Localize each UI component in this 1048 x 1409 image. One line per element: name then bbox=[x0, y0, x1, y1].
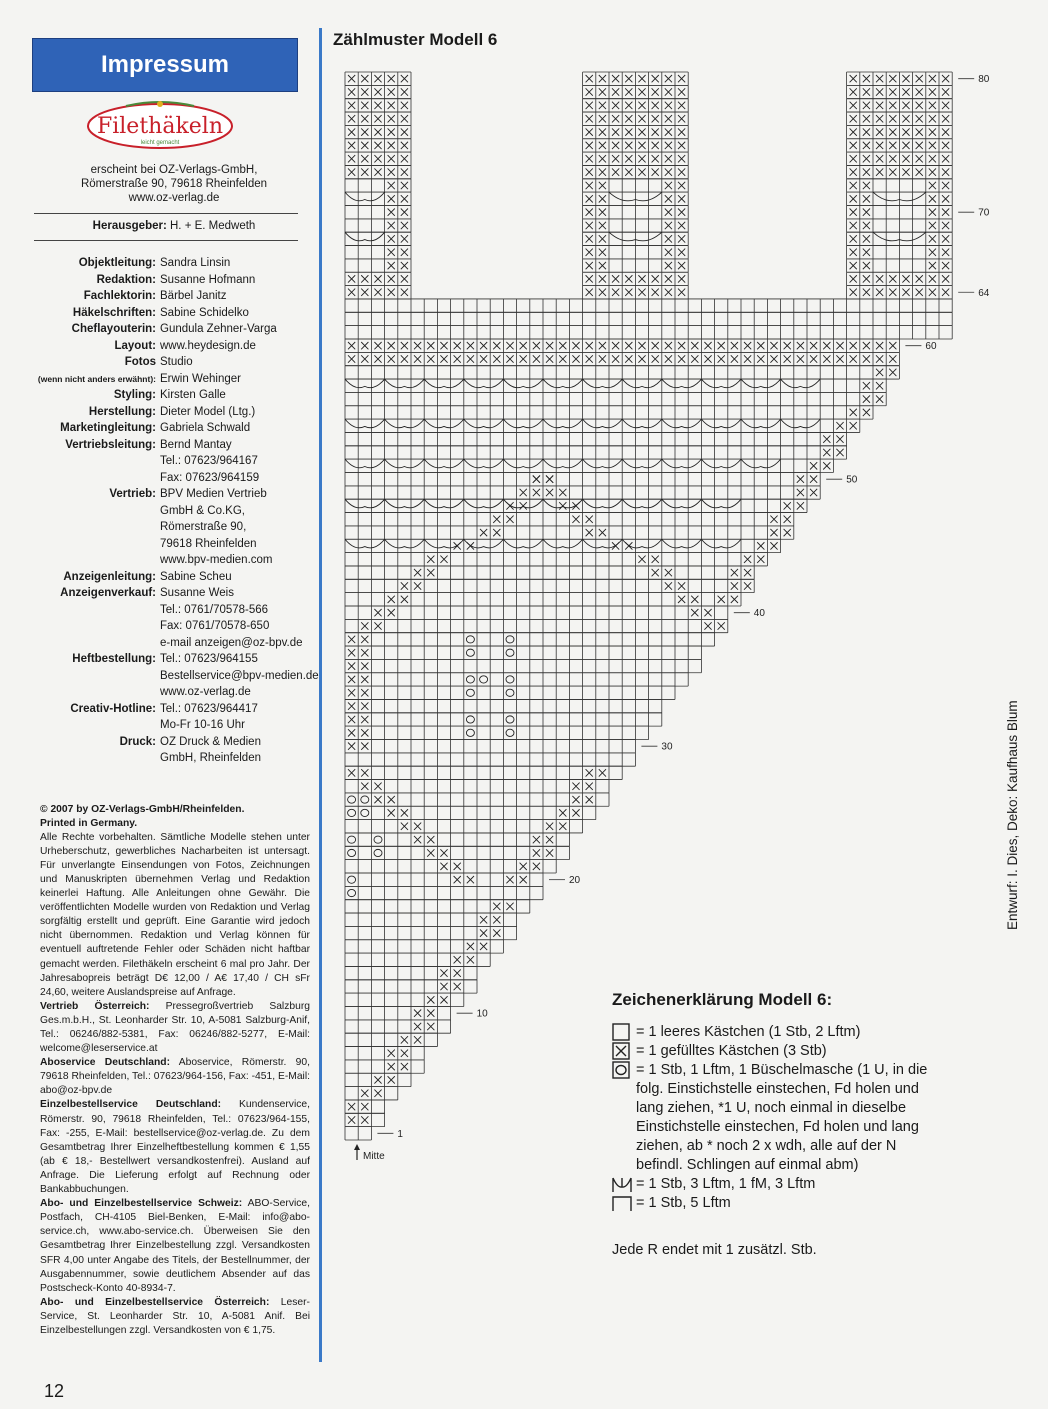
staff-role: Fotos bbox=[124, 356, 156, 368]
legend-title: Zeichenerklärung Modell 6: bbox=[612, 990, 833, 1009]
staff-role: Layout: bbox=[114, 339, 156, 352]
row-number-label: 60 bbox=[925, 341, 937, 353]
staff-value: Sabine Schidelko bbox=[160, 306, 249, 319]
staff-role: Vertrieb: bbox=[109, 488, 156, 500]
service-text: Kundenservice, Römerstr. 90, 79618 Rheinfelden, Tel.: 07623/964-155, Fax: -255, E-Mail: bestellservice@oz-verlag.de. Zu dem Gesamtbetrag Ihrer Einzelheftbestellung kommen € 1,55 (ab € 18,- Bestellwert versandkostenfrei). Ausland auf Anfrage. Die Lieferung erfolgt auf Rechnung oder Bankabbuchungen. bbox=[40, 1099, 310, 1196]
legend-symbol-arc-icon bbox=[612, 1175, 632, 1193]
herausgeber-label: Herausgeber: bbox=[92, 220, 167, 232]
row-number-label: 20 bbox=[569, 875, 581, 887]
staff-value: Bärbel Janitz bbox=[160, 290, 227, 302]
staff-role: Marketingleitung: bbox=[60, 422, 156, 434]
row-number-label: 30 bbox=[661, 741, 673, 753]
service-text: Pressegroßvertrieb Salzburg Ges.m.b.H., St. Leonharder Str. 10, A-5081 Salzburg-Anif, Tel.: 06246/882-5381, Fax: 06246/882-5277, E-Mail: welcome@leserservice.at bbox=[40, 1000, 310, 1055]
legend-text: = 1 Stb, 3 Lftm, 1 fM, 3 Lftm bbox=[636, 1176, 816, 1192]
legend-symbol-x-icon bbox=[612, 1042, 632, 1060]
staff-role: (wenn nicht anders erwähnt): bbox=[37, 373, 156, 384]
service-label: Abo- und Einzelbestellservice Schweiz: bbox=[40, 1198, 243, 1210]
staff-role: Redaktion: bbox=[96, 273, 156, 286]
copyright-line: © 2007 by OZ-Verlags-GmbH/Rheinfelden. bbox=[40, 803, 245, 815]
publisher-line: www.oz-verlag.de bbox=[128, 192, 220, 204]
staff-role: Cheflayouterin: bbox=[71, 323, 156, 335]
staff-value: OZ Druck & Medien GmbH, Rheinfelden bbox=[160, 735, 261, 764]
printed-line: Printed in Germany. bbox=[40, 817, 138, 829]
staff-value: Sabine Scheu bbox=[160, 570, 232, 583]
legal-text: Alle Rechte vorbehalten. Sämtliche Modelle stehen unter Urheberschutz, gewerbliches Nacharbeiten ist untersagt. Für unverlangte Einsendungen von Fotos, Zeichnungen und Manuskripten übernehmen Verlag und Redaktion keinerlei Haftung. Alle Anleitungen ohne Gewähr. Die veröffentlichten Modelle wurden von Redaktion und Verlag sorgfältig erstellt und geprüft. Eine Garantie wird jedoch nicht übernommen. Redaktion und Verlag können für eventuell auftretende Fehler oder Schäden nicht haftbar gemacht werden. Filethäkeln erscheint 6 mal pro Jahr. Der Jahresabopreis beträgt D€ 12,00 / A€ 17,40 / CH sFr 24,60, weitere Auslandspreise auf Anfrage. bbox=[40, 831, 310, 998]
publisher-line: Römerstraße 90, 79618 Rheinfelden bbox=[80, 178, 268, 190]
logo-subtext: leicht gemacht bbox=[140, 140, 180, 146]
staff-role: Herstellung: bbox=[88, 405, 156, 418]
mitte-arrowhead-icon bbox=[354, 1144, 360, 1150]
staff-value: Tel.: 07623/964417 Mo-Fr 10-16 Uhr bbox=[160, 702, 258, 731]
legend-row bbox=[612, 1061, 942, 1175]
legend-note: Jede R endet mit 1 zusätzl. Stb. bbox=[612, 1242, 817, 1258]
row-number-label: 70 bbox=[978, 207, 990, 219]
row-number-label: 1 bbox=[397, 1128, 403, 1140]
staff-value: Susanne Hofmann bbox=[160, 273, 256, 286]
legend-text: = 1 gefülltes Kästchen (3 Stb) bbox=[636, 1043, 827, 1059]
chart-grid bbox=[345, 72, 952, 1140]
legend-symbol-bar-icon bbox=[612, 1194, 632, 1212]
staff-value: Tel.: 07623/964155 Bestellservice@bpv-medien.de www.oz-verlag.de bbox=[160, 653, 319, 698]
legend-row bbox=[612, 1194, 942, 1213]
staff-value: Gundula Zehner-Varga bbox=[160, 323, 277, 335]
staff-role: Anzeigenverkauf: bbox=[60, 587, 156, 599]
legend-text: = 1 Stb, 5 Lftm bbox=[636, 1195, 731, 1211]
mitte-label: Mitte bbox=[363, 1151, 385, 1162]
legend-symbol-o-icon bbox=[612, 1061, 632, 1079]
publisher-line: erscheint bei OZ-Verlags-GmbH, bbox=[90, 164, 258, 176]
staff-value: BPV Medien Vertrieb GmbH & Co.KG, Römerstraße 90, 79618 Rheinfelden www.bpv-medien.com bbox=[160, 488, 273, 566]
staff-value: Erwin Wehinger bbox=[160, 372, 241, 385]
staff-role: Objektleitung: bbox=[78, 257, 156, 269]
service-label: Vertrieb Österreich: bbox=[40, 1000, 150, 1012]
service-text: Aboservice, Römerstr. 90, 79618 Rheinfelden, Tel.: 07623/964-156, Fax: -451, E-Mail: abo@oz-bpv.de bbox=[40, 1057, 310, 1097]
chart-title: Zählmuster Modell 6 bbox=[333, 30, 498, 49]
legend-row bbox=[612, 1042, 942, 1061]
staff-role: Fachlektorin: bbox=[83, 290, 156, 302]
staff-value: Bernd Mantay Tel.: 07623/964167 Fax: 07623/964159 bbox=[160, 438, 260, 484]
staff-value: Gabriela Schwald bbox=[160, 422, 251, 434]
service-text: ABO-Service, Postfach, CH-4105 Biel-Benken, E-Mail: info@abo-service.ch, www.abo-service.ch. Überweisen Sie den Gesamtbetrag Ihrer Einzelbestellung zzgl. Versandkosten SFR 4,00 unter Angabe des Titels, der Bestellnummer, der Ausgabennummer, sowie deutlichem Absender auf das Postscheck-Konto 40-8934-7. bbox=[40, 1198, 310, 1294]
staff-role: Styling: bbox=[113, 389, 156, 401]
staff-role: Anzeigenleitung: bbox=[63, 570, 156, 583]
staff-role: Häkelschriften: bbox=[72, 306, 156, 319]
legend-items bbox=[612, 1023, 942, 1213]
staff-value: Kirsten Galle bbox=[160, 389, 226, 401]
staff-role: Vertriebsleitung: bbox=[65, 438, 156, 451]
row-number-label: 64 bbox=[978, 287, 990, 299]
legend-symbol-empty-icon bbox=[612, 1023, 632, 1041]
staff-value: Studio bbox=[160, 356, 193, 368]
legend-row bbox=[612, 1023, 942, 1042]
staff-role: Druck: bbox=[119, 735, 156, 748]
staff-role: Creativ-Hotline: bbox=[70, 702, 156, 715]
legend-text: = 1 leeres Kästchen (1 Stb, 2 Lftm) bbox=[636, 1024, 861, 1040]
row-number-label: 10 bbox=[476, 1008, 488, 1020]
service-label: Einzelbestellservice Deutschland: bbox=[40, 1099, 222, 1111]
impressum-heading: Impressum bbox=[32, 38, 298, 92]
staff-value: Susanne Weis Tel.: 0761/70578-566 Fax: 0761/70578-650 e-mail anzeigen@oz-bpv.de bbox=[160, 587, 303, 649]
row-number-label: 80 bbox=[978, 74, 990, 86]
service-text: Leser-Service, St. Leonharder Str. 10, A-5081 Anif. Bei Einzelbestellungen zzgl. Versandkosten von € 1,75. bbox=[40, 1296, 310, 1336]
staff-role: Heftbestellung: bbox=[72, 653, 156, 665]
page-number: 12 bbox=[44, 1381, 65, 1401]
service-label: Abo- und Einzelbestellservice Österreich: bbox=[40, 1296, 270, 1308]
row-number-label: 40 bbox=[753, 608, 765, 620]
staff-value: Dieter Model (Ltg.) bbox=[160, 405, 256, 418]
legend bbox=[612, 990, 942, 1260]
logo-text: Filethäkeln bbox=[96, 114, 224, 139]
herausgeber-value: H. + E. Medweth bbox=[170, 220, 256, 232]
staff-value: www.heydesign.de bbox=[160, 339, 256, 352]
service-label: Aboservice Deutschland: bbox=[40, 1057, 171, 1069]
design-credit: Entwurf: I. Dies, Deko: Kaufhaus Blum bbox=[1005, 700, 1020, 930]
legend-row bbox=[612, 1175, 942, 1194]
staff-value: Sandra Linsin bbox=[160, 257, 231, 269]
row-number-label: 50 bbox=[846, 474, 858, 486]
legend-text: = 1 Stb, 1 Lftm, 1 Büschelmasche (1 U, in die folg. Einstichstelle einstechen, Fd holen und lang ziehen, *1 U, noch einmal in dieselbe Einstichstelle einstechen, Fd holen und lang ziehen, ab * noch 2 x wdh, alle auf der N befindl. Schlingen auf einmal abm) bbox=[636, 1062, 928, 1173]
